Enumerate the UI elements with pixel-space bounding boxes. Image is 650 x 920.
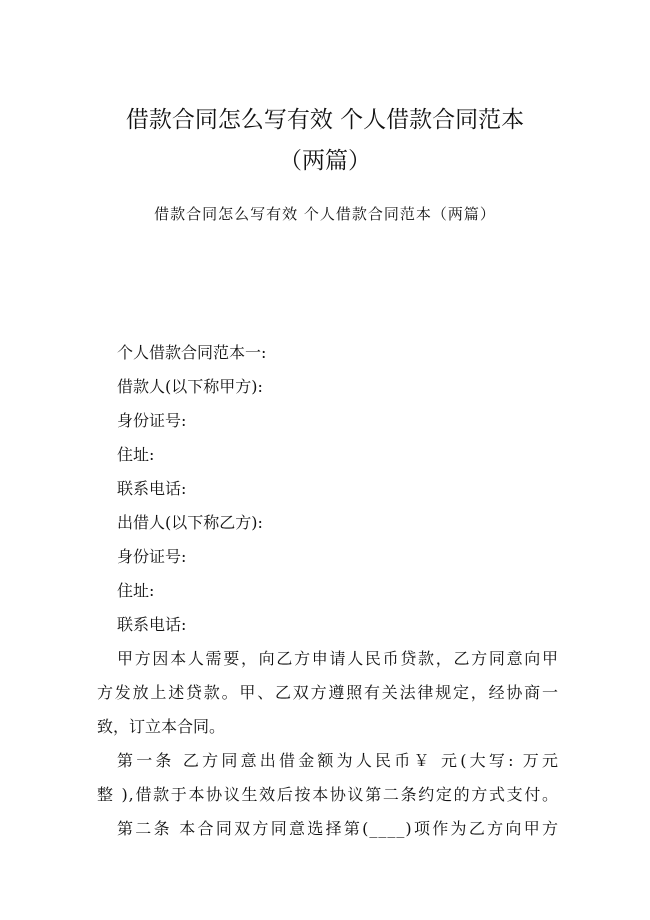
contract-body (97, 336, 559, 846)
lender-address-label: 住址: (117, 581, 155, 600)
paragraph-line: 方发放上述贷款。甲、乙双方遵照有关法律规定，经协商一 (97, 683, 559, 702)
borrower-id-label: 身份证号: (117, 411, 187, 430)
paragraph-line: 甲方因本人需要，向乙方申请人民币贷款，乙方同意向甲 (117, 649, 559, 668)
article-1-line: 第一条 乙方同意出借金额为人民币￥ 元(大写: 万元 (117, 751, 559, 770)
article-2-line: 第二条 本合同双方同意选择第(____)项作为乙方向甲方 (117, 819, 559, 838)
section-heading: 个人借款合同范本一: (117, 343, 267, 362)
borrower-phone-label: 联系电话: (117, 479, 187, 498)
paragraph-line: 致，订立本合同。 (97, 717, 226, 736)
lender-id-label: 身份证号: (117, 547, 187, 566)
document-title-line-1: 借款合同怎么写有效 个人借款合同范本 (125, 107, 525, 133)
borrower-address-label: 住址: (117, 445, 155, 464)
lender-label: 出借人(以下称乙方): (117, 513, 263, 532)
article-1-line: 整 ),借款于本协议生效后按本协议第二条约定的方式支付。 (97, 785, 559, 804)
lender-phone-label: 联系电话: (117, 615, 187, 634)
document-subtitle: 借款合同怎么写有效 个人借款合同范本（两篇） (154, 205, 496, 223)
borrower-label: 借款人(以下称甲方): (117, 377, 263, 396)
document-title-line-2: （两篇） (279, 148, 371, 174)
